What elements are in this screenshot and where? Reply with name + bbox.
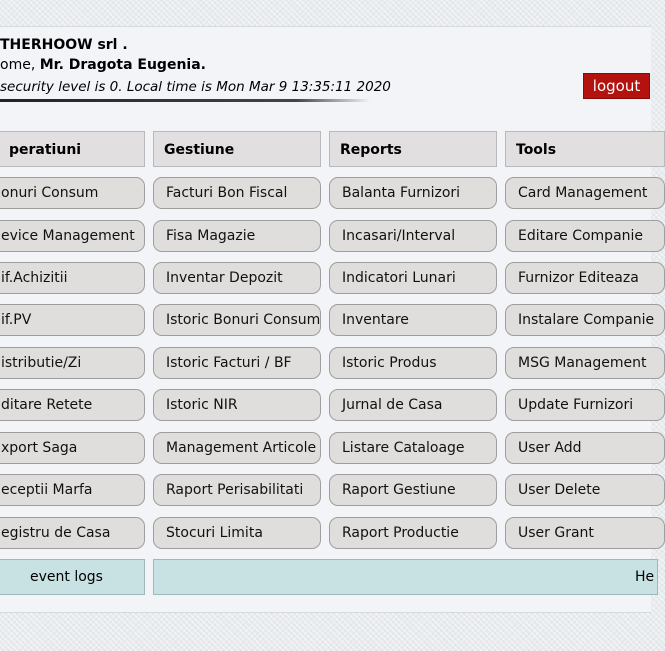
menu-button[interactable]: Istoric NIR — [153, 389, 321, 421]
company-name: THERHOOW srl . — [0, 37, 128, 53]
menu-button[interactable]: Furnizor Editeaza — [505, 262, 665, 294]
menu-button[interactable]: Indicatori Lunari — [329, 262, 497, 294]
event-logs-button[interactable]: event logs — [0, 559, 145, 595]
menu-button[interactable]: Management Articole — [153, 432, 321, 464]
menu-button[interactable]: Card Management — [505, 177, 665, 209]
menu-button[interactable]: Inventare — [329, 304, 497, 336]
menu-button[interactable]: Istoric Facturi / BF — [153, 347, 321, 379]
menu-button[interactable]: eceptii Marfa — [0, 474, 145, 506]
menu-button[interactable]: if.Achizitii — [0, 262, 145, 294]
menu-button[interactable]: User Grant — [505, 517, 665, 549]
menu-button[interactable]: istributie/Zi — [0, 347, 145, 379]
menu-button[interactable]: Incasari/Interval — [329, 220, 497, 252]
menu-button[interactable]: if.PV — [0, 304, 145, 336]
menu-button[interactable]: Istoric Produs — [329, 347, 497, 379]
menu-button[interactable]: Raport Gestiune — [329, 474, 497, 506]
column-header-tools: Tools — [505, 131, 665, 167]
menu-button[interactable]: Inventar Depozit — [153, 262, 321, 294]
menu-button[interactable]: Listare Cataloage — [329, 432, 497, 464]
security-level-text: security level is 0. Local time is Mon Mar 9 13:35:11 2020 — [0, 79, 391, 95]
menu-button[interactable]: xport Saga — [0, 432, 145, 464]
menu-button[interactable]: Balanta Furnizori — [329, 177, 497, 209]
column-header-operatiuni: peratiuni — [0, 131, 145, 167]
menu-button[interactable]: Istoric Bonuri Consum — [153, 304, 321, 336]
menu-button[interactable]: egistru de Casa — [0, 517, 145, 549]
menu-button[interactable]: Update Furnizori — [505, 389, 665, 421]
menu-button[interactable]: ditare Retete — [0, 389, 145, 421]
logout-button[interactable]: logout — [583, 73, 650, 99]
column-header-gestiune: Gestiune — [153, 131, 321, 167]
menu-button[interactable]: evice Management — [0, 220, 145, 252]
welcome-prefix: ome, — [0, 57, 36, 73]
user-name: Mr. Dragota Eugenia. — [39, 57, 206, 73]
menu-button[interactable]: User Add — [505, 432, 665, 464]
menu-button[interactable]: Jurnal de Casa — [329, 389, 497, 421]
column-header-reports: Reports — [329, 131, 497, 167]
menu-button[interactable]: Editare Companie — [505, 220, 665, 252]
welcome-line — [0, 57, 206, 73]
header-divider — [0, 99, 370, 102]
menu-button[interactable]: MSG Management — [505, 347, 665, 379]
help-button[interactable]: He — [153, 559, 658, 595]
menu-button[interactable]: Raport Productie — [329, 517, 497, 549]
main-panel — [0, 26, 655, 613]
menu-button[interactable]: Facturi Bon Fiscal — [153, 177, 321, 209]
menu-button[interactable]: Stocuri Limita — [153, 517, 321, 549]
menu-button[interactable]: Raport Perisabilitati — [153, 474, 321, 506]
menu-button[interactable]: Fisa Magazie — [153, 220, 321, 252]
menu-button[interactable]: onuri Consum — [0, 177, 145, 209]
menu-button[interactable]: User Delete — [505, 474, 665, 506]
menu-button[interactable]: Instalare Companie — [505, 304, 665, 336]
